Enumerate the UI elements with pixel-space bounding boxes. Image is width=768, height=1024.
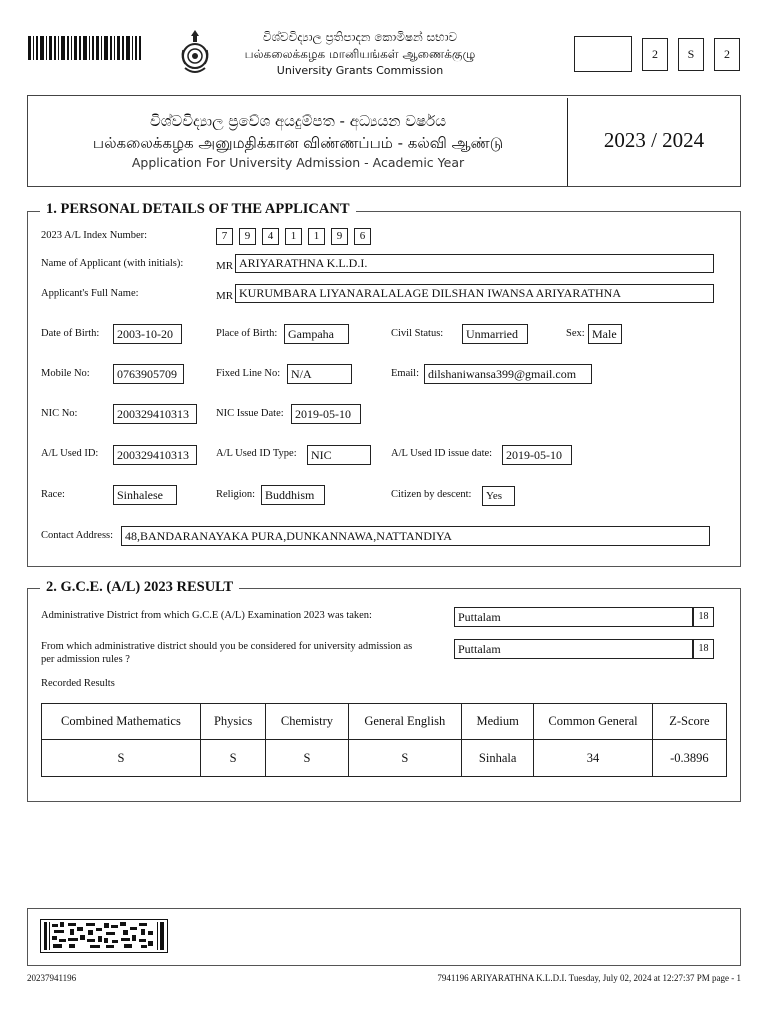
applicant-name-title: MR — [216, 260, 234, 272]
results-cell: S — [266, 740, 348, 777]
results-value-row — [42, 740, 727, 777]
district-taken-field[interactable]: Puttalam — [454, 607, 693, 627]
index-digit: 1 — [285, 228, 302, 245]
results-col-header: Chemistry — [266, 704, 348, 740]
recorded-results-label: Recorded Results — [41, 678, 115, 689]
mobile-field[interactable]: 0763905709 — [113, 364, 184, 384]
full-name-label: Applicant's Full Name: — [41, 288, 139, 299]
pob-label: Place of Birth: — [216, 328, 278, 339]
district-admission-label-line2: per admission rules ? — [41, 654, 130, 665]
index-digit: 7 — [216, 228, 233, 245]
org-name-sinhala: විශ්වවිද්‍යාල ප්‍රතිපාදන කොමිෂන් සභාව — [262, 30, 458, 44]
citizen-field[interactable]: Yes — [482, 486, 515, 506]
district-admission-label-line1: From which administrative district should you be considered for university admission as — [41, 641, 413, 652]
al-id-date-label: A/L Used ID issue date: — [391, 448, 493, 459]
footer-2d-barcode — [40, 919, 168, 953]
results-col-header: Common General — [534, 704, 652, 740]
index-digit: 9 — [239, 228, 256, 245]
results-col-header: Physics — [200, 704, 265, 740]
citizen-label: Citizen by descent: — [391, 489, 472, 500]
district-admission-label — [41, 640, 412, 666]
sex-label: Sex: — [566, 328, 585, 339]
email-field[interactable]: dilshaniwansa399@gmail.com — [424, 364, 592, 384]
footer-right-text: 7941196 ARIYARATHNA K.L.D.I. Tuesday, July 02, 2024 at 12:27:37 PM page - 1 — [437, 973, 741, 983]
fixed-line-label: Fixed Line No: — [216, 368, 281, 379]
results-cell: S — [200, 740, 265, 777]
district-taken-code: 18 — [693, 607, 714, 627]
corner-box-1: 2 — [642, 38, 668, 71]
al-id-type-label: A/L Used ID Type: — [216, 448, 297, 459]
district-taken-label: Administrative District from which G.C.E (A/L) Examination 2023 was taken: — [41, 610, 372, 621]
race-field[interactable]: Sinhalese — [113, 485, 177, 505]
results-col-header: Combined Mathematics — [42, 704, 201, 740]
footer-barcode-graphic — [40, 919, 168, 953]
pob-field[interactable]: Gampaha — [284, 324, 349, 344]
nic-field[interactable]: 200329410313 — [113, 404, 197, 424]
title-sinhala: විශ්වවිද්‍යාල ප්‍රවේශ අයදුම්පත - අධ්‍යයන වර්ෂය — [149, 112, 447, 130]
title-english: Application For University Admission - Academic Year — [131, 155, 465, 170]
results-table — [41, 703, 727, 777]
title-tamil: பல்கலைக்கழக அனுமதிக்கான விண்ணப்பம் - கல்வி ஆண்டு — [92, 134, 504, 152]
address-field[interactable]: 48,BANDARANAYAKA PURA,DUNKANNAWA,NATTANDIYA — [121, 526, 710, 546]
district-admission-field[interactable]: Puttalam — [454, 639, 693, 659]
org-name-english: University Grants Commission — [276, 64, 444, 77]
dob-label: Date of Birth: — [41, 328, 100, 339]
al-id-field[interactable]: 200329410313 — [113, 445, 197, 465]
top-barcode — [28, 36, 141, 60]
org-name-tamil: பல்கலைக்கழக மானியங்கள் ஆணைக்குழு — [244, 47, 476, 61]
full-name-field[interactable]: KURUMBARA LIYANARALALAGE DILSHAN IWANSA ARIYARATHNA — [235, 284, 714, 303]
civil-status-label: Civil Status: — [391, 328, 444, 339]
civil-status-field[interactable]: Unmarried — [462, 324, 528, 344]
religion-label: Religion: — [216, 489, 256, 500]
results-cell: Sinhala — [461, 740, 533, 777]
results-col-header: Medium — [461, 704, 533, 740]
al-result-title: 2. G.C.E. (A/L) 2023 RESULT — [40, 579, 239, 596]
results-cell: S — [348, 740, 461, 777]
ugc-emblem-icon — [180, 28, 210, 78]
mobile-label: Mobile No: — [41, 368, 90, 379]
index-number-label: 2023 A/L Index Number: — [41, 230, 148, 241]
fixed-line-field[interactable]: N/A — [287, 364, 352, 384]
corner-box-blank — [574, 36, 632, 72]
personal-details-title: 1. PERSONAL DETAILS OF THE APPLICANT — [40, 201, 356, 218]
results-cell: S — [42, 740, 201, 777]
index-digit: 4 — [262, 228, 279, 245]
race-label: Race: — [41, 489, 65, 500]
district-admission-code: 18 — [693, 639, 714, 659]
results-col-header: General English — [348, 704, 461, 740]
footer-left-code: 20237941196 — [27, 973, 77, 983]
nic-issue-field[interactable]: 2019-05-10 — [291, 404, 361, 424]
full-name-title: MR — [216, 290, 234, 302]
corner-box-2: S — [678, 38, 704, 71]
results-col-header: Z-Score — [652, 704, 726, 740]
al-id-date-field[interactable]: 2019-05-10 — [502, 445, 572, 465]
results-cell: 34 — [534, 740, 652, 777]
dob-field[interactable]: 2003-10-20 — [113, 324, 182, 344]
index-digit: 6 — [354, 228, 371, 245]
index-digit: 1 — [308, 228, 325, 245]
corner-box-3: 2 — [714, 38, 740, 71]
applicant-name-label: Name of Applicant (with initials): — [41, 258, 184, 269]
results-header-row — [42, 704, 727, 740]
al-id-label: A/L Used ID: — [41, 448, 99, 459]
al-id-type-field[interactable]: NIC — [307, 445, 371, 465]
academic-year: 2023 / 2024 — [603, 128, 705, 152]
applicant-name-field[interactable]: ARIYARATHNA K.L.D.I. — [235, 254, 714, 273]
barcode-graphic — [28, 36, 141, 60]
sex-field[interactable]: Male — [588, 324, 622, 344]
index-digit: 9 — [331, 228, 348, 245]
email-label: Email: — [391, 368, 419, 379]
nic-issue-label: NIC Issue Date: — [216, 408, 284, 419]
results-cell: -0.3896 — [652, 740, 726, 777]
address-label: Contact Address: — [41, 530, 114, 541]
nic-label: NIC No: — [41, 408, 78, 419]
religion-field[interactable]: Buddhism — [261, 485, 325, 505]
